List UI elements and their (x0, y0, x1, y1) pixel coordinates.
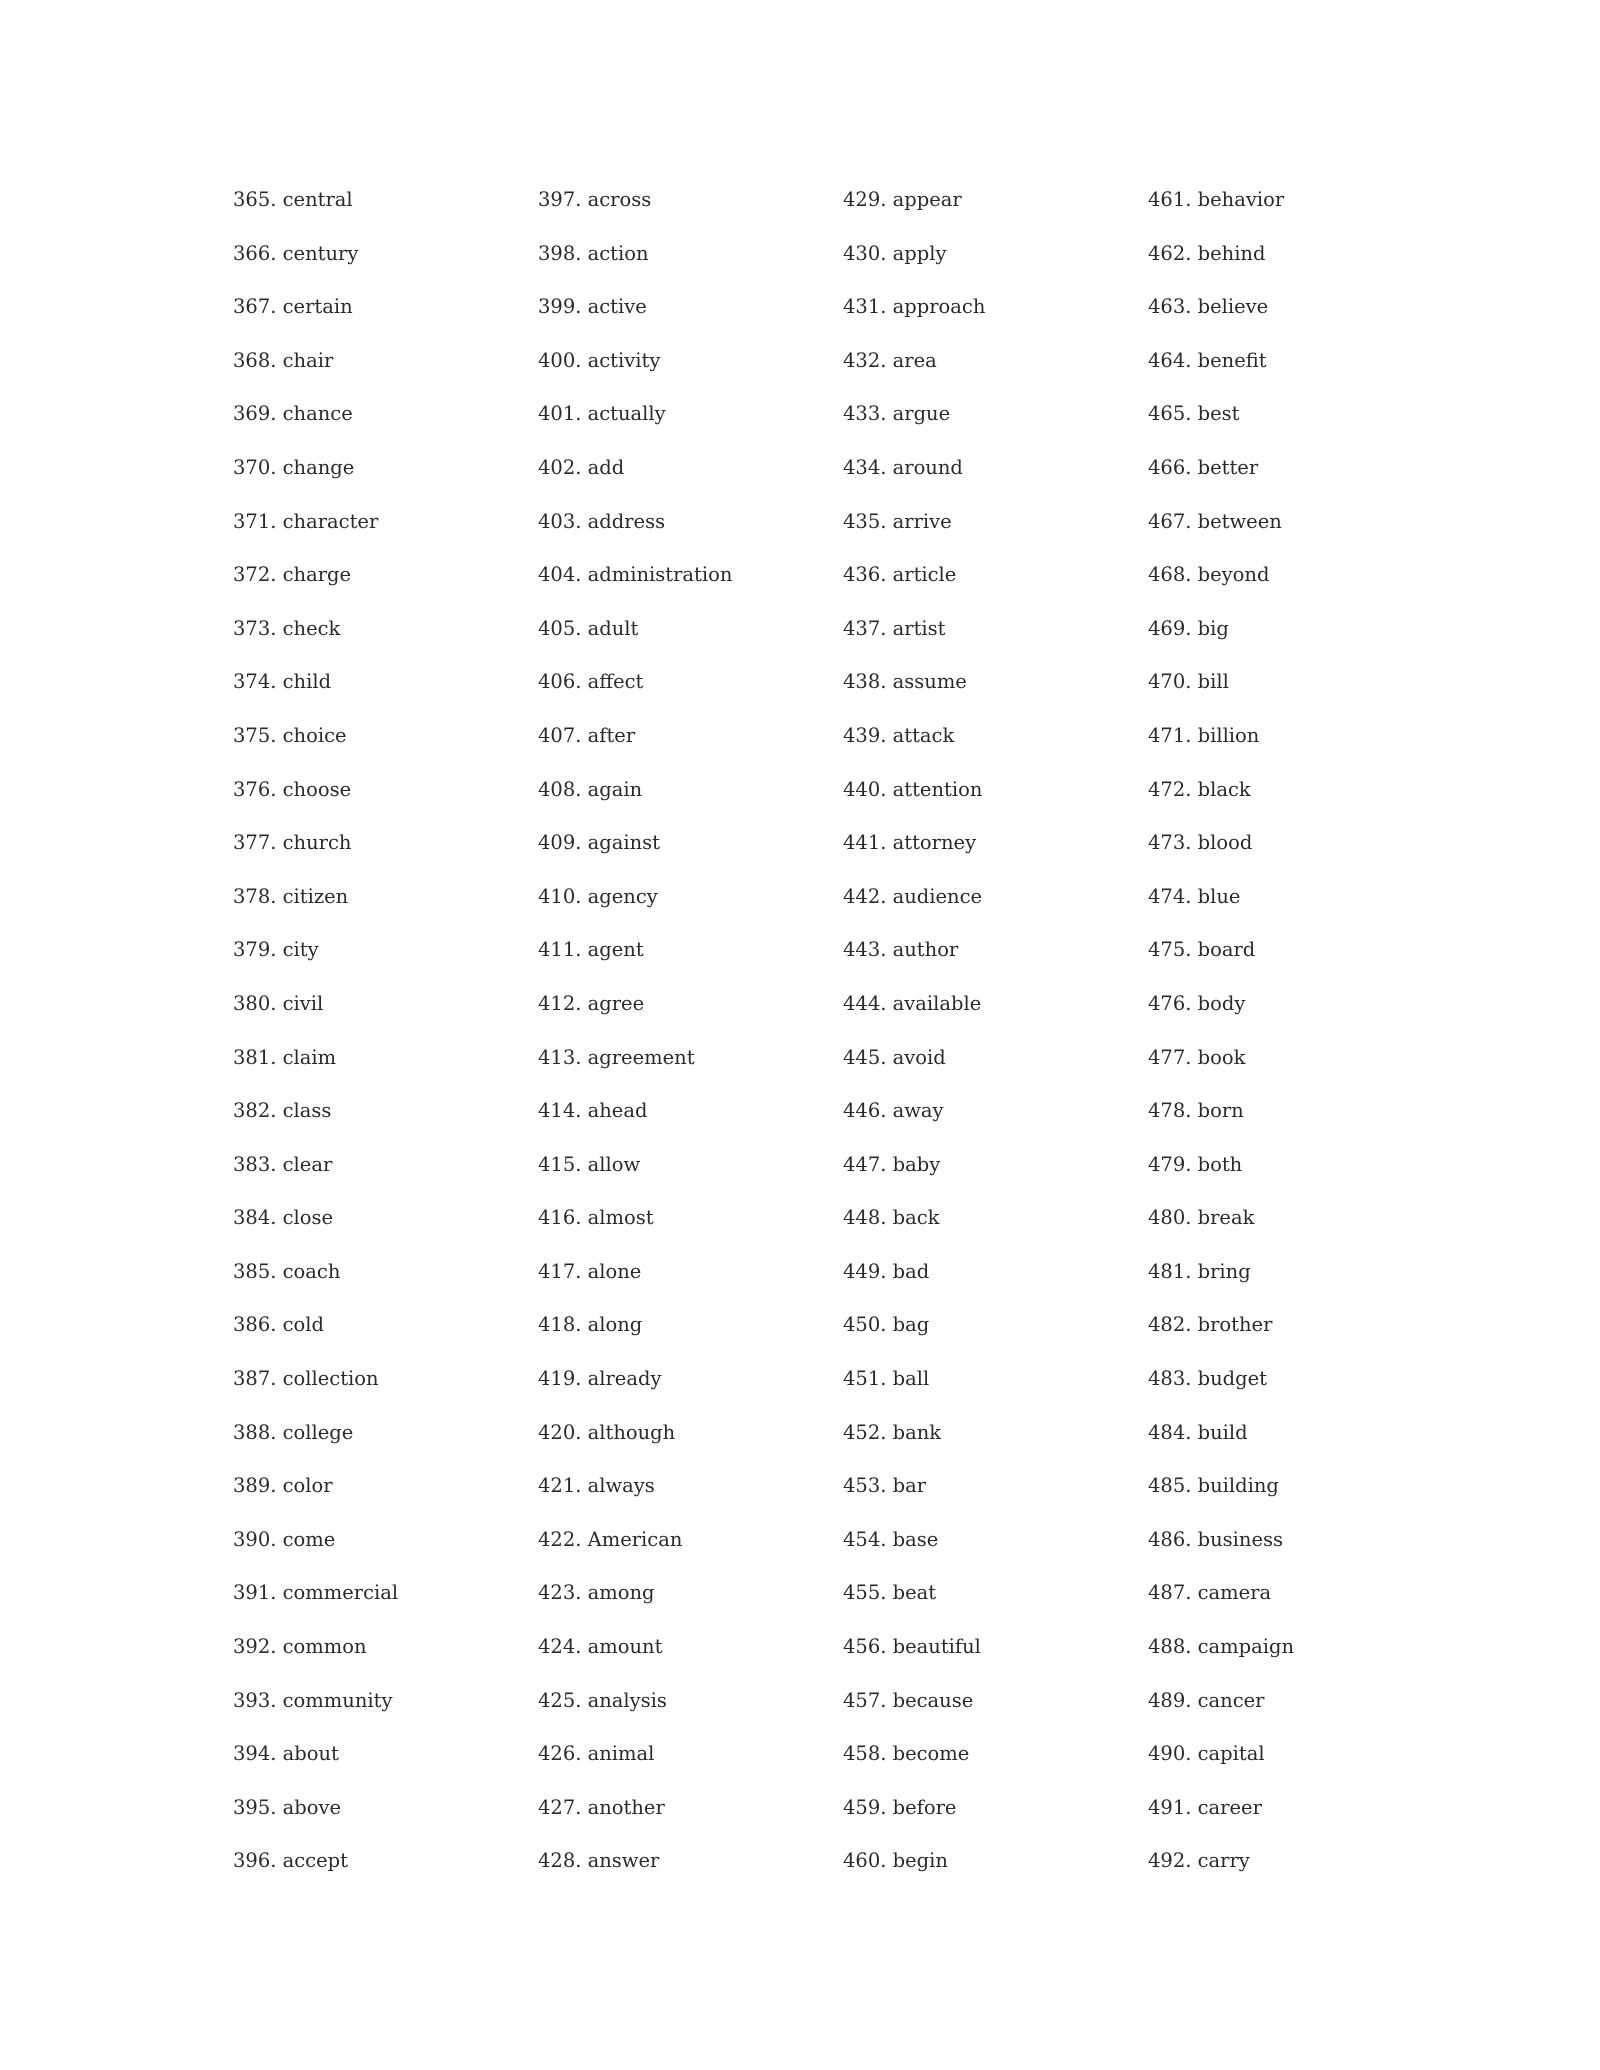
word-entry: 469. big (1148, 616, 1229, 640)
word-entry: 413. agreement (538, 1045, 695, 1069)
word-entry: 439. attack (843, 723, 955, 747)
word-column-2 (538, 186, 838, 1901)
word-entry: 488. campaign (1148, 1635, 1295, 1659)
word-entry: 466. better (1148, 455, 1259, 479)
word-entry: 459. before (843, 1795, 957, 1819)
word-entry: 475. board (1148, 938, 1256, 962)
word-entry: 450. bag (843, 1313, 930, 1337)
word-entry: 464. benefit (1148, 348, 1267, 372)
word-entry: 385. coach (233, 1259, 341, 1283)
word-entry: 445. avoid (843, 1045, 946, 1069)
word-entry: 454. base (843, 1527, 939, 1551)
word-entry: 440. attention (843, 777, 983, 801)
word-entry: 478. born (1148, 1099, 1244, 1123)
word-entry: 392. common (233, 1635, 367, 1659)
word-entry: 455. beat (843, 1581, 937, 1605)
word-entry: 422. American (538, 1527, 683, 1551)
word-entry: 477. book (1148, 1045, 1246, 1069)
word-entry: 420. although (538, 1420, 676, 1444)
word-entry: 374. child (233, 670, 332, 694)
word-entry: 376. choose (233, 777, 352, 801)
word-entry: 468. beyond (1148, 563, 1270, 587)
word-entry: 446. away (843, 1099, 944, 1123)
word-entry: 394. about (233, 1742, 339, 1766)
word-entry: 444. available (843, 991, 982, 1015)
word-entry: 491. career (1148, 1795, 1262, 1819)
word-entry: 434. around (843, 455, 963, 479)
word-entry: 409. against (538, 831, 660, 855)
word-entry: 463. believe (1148, 295, 1269, 319)
word-entry: 436. article (843, 563, 957, 587)
word-entry: 430. apply (843, 241, 947, 265)
word-entry: 387. collection (233, 1367, 379, 1391)
word-entry: 417. alone (538, 1259, 642, 1283)
word-entry: 383. clear (233, 1152, 333, 1176)
word-entry: 400. activity (538, 348, 661, 372)
word-entry: 426. animal (538, 1742, 655, 1766)
word-entry: 379. city (233, 938, 319, 962)
word-entry: 428. answer (538, 1849, 660, 1873)
word-entry: 432. area (843, 348, 937, 372)
word-entry: 453. bar (843, 1474, 927, 1498)
word-entry: 365. central (233, 188, 353, 211)
word-entry: 438. assume (843, 670, 967, 694)
word-entry: 401. actually (538, 402, 666, 426)
word-entry: 406. affect (538, 670, 644, 694)
word-entry: 411. agent (538, 938, 644, 962)
word-entry: 485. building (1148, 1474, 1279, 1498)
word-entry: 451. ball (843, 1367, 930, 1391)
word-entry: 397. across (538, 188, 652, 211)
word-entry: 449. bad (843, 1259, 930, 1283)
word-entry: 398. action (538, 241, 649, 265)
word-entry: 470. bill (1148, 670, 1229, 694)
word-entry: 452. bank (843, 1420, 942, 1444)
word-entry: 484. build (1148, 1420, 1248, 1444)
word-entry: 479. both (1148, 1152, 1243, 1176)
word-entry: 403. address (538, 509, 666, 533)
word-entry: 370. change (233, 455, 355, 479)
word-entry: 395. above (233, 1795, 342, 1819)
word-entry: 369. chance (233, 402, 353, 426)
word-entry: 448. back (843, 1206, 940, 1230)
word-entry: 447. baby (843, 1152, 941, 1176)
word-entry: 388. college (233, 1420, 354, 1444)
word-entry: 371. character (233, 509, 379, 533)
word-entry: 462. behind (1148, 241, 1266, 265)
word-entry: 473. blood (1148, 831, 1253, 855)
word-entry: 419. already (538, 1367, 662, 1391)
word-entry: 456. beautiful (843, 1635, 981, 1659)
word-entry: 386. cold (233, 1313, 324, 1337)
word-entry: 402. add (538, 455, 625, 479)
word-entry: 472. black (1148, 777, 1251, 801)
word-entry: 435. arrive (843, 509, 952, 533)
word-entry: 461. behavior (1148, 188, 1285, 211)
word-entry: 476. body (1148, 991, 1246, 1015)
word-entry: 424. amount (538, 1635, 663, 1659)
word-entry: 373. check (233, 616, 341, 640)
word-entry: 465. best (1148, 402, 1240, 426)
word-column-4 (1148, 186, 1448, 1901)
word-entry: 421. always (538, 1474, 655, 1498)
word-entry: 433. argue (843, 402, 951, 426)
word-entry: 378. citizen (233, 884, 349, 908)
word-entry: 416. almost (538, 1206, 654, 1230)
word-entry: 490. capital (1148, 1742, 1265, 1766)
word-column-1 (233, 186, 533, 1901)
word-entry: 381. claim (233, 1045, 337, 1069)
word-entry: 486. business (1148, 1527, 1284, 1551)
word-entry: 396. accept (233, 1849, 348, 1873)
word-entry: 458. become (843, 1742, 970, 1766)
word-entry: 474. blue (1148, 884, 1241, 908)
word-entry: 443. author (843, 938, 959, 962)
word-entry: 482. brother (1148, 1313, 1273, 1337)
word-entry: 382. class (233, 1099, 332, 1123)
word-entry: 423. among (538, 1581, 655, 1605)
word-entry: 425. analysis (538, 1688, 667, 1712)
word-entry: 487. camera (1148, 1581, 1272, 1605)
word-entry: 414. ahead (538, 1099, 648, 1123)
word-entry: 366. century (233, 241, 359, 265)
word-entry: 367. certain (233, 295, 353, 319)
word-entry: 408. again (538, 777, 643, 801)
word-entry: 481. bring (1148, 1259, 1251, 1283)
word-entry: 431. approach (843, 295, 986, 319)
word-column-3 (843, 186, 1143, 1901)
word-entry: 483. budget (1148, 1367, 1267, 1391)
word-entry: 380. civil (233, 991, 324, 1015)
word-entry: 384. close (233, 1206, 334, 1230)
word-entry: 412. agree (538, 991, 645, 1015)
word-entry: 405. adult (538, 616, 639, 640)
word-entry: 471. billion (1148, 723, 1260, 747)
word-entry: 372. charge (233, 563, 352, 587)
word-entry: 457. because (843, 1688, 974, 1712)
word-entry: 410. agency (538, 884, 658, 908)
word-entry: 375. choice (233, 723, 347, 747)
word-entry: 460. begin (843, 1849, 948, 1873)
word-entry: 492. carry (1148, 1849, 1250, 1873)
word-entry: 390. come (233, 1527, 336, 1551)
word-entry: 437. artist (843, 616, 946, 640)
word-entry: 467. between (1148, 509, 1282, 533)
word-entry: 442. audience (843, 884, 983, 908)
word-entry: 368. chair (233, 348, 334, 372)
word-entry: 391. commercial (233, 1581, 399, 1605)
word-entry: 418. along (538, 1313, 643, 1337)
word-entry: 399. active (538, 295, 647, 319)
word-entry: 427. another (538, 1795, 665, 1819)
word-entry: 480. break (1148, 1206, 1255, 1230)
word-entry: 404. administration (538, 563, 733, 587)
word-entry: 415. allow (538, 1152, 641, 1176)
word-entry: 407. after (538, 723, 636, 747)
word-entry: 441. attorney (843, 831, 977, 855)
word-entry: 389. color (233, 1474, 333, 1498)
word-entry: 489. cancer (1148, 1688, 1265, 1712)
word-entry: 377. church (233, 831, 352, 855)
word-entry: 393. community (233, 1688, 393, 1712)
word-entry: 429. appear (843, 188, 962, 211)
